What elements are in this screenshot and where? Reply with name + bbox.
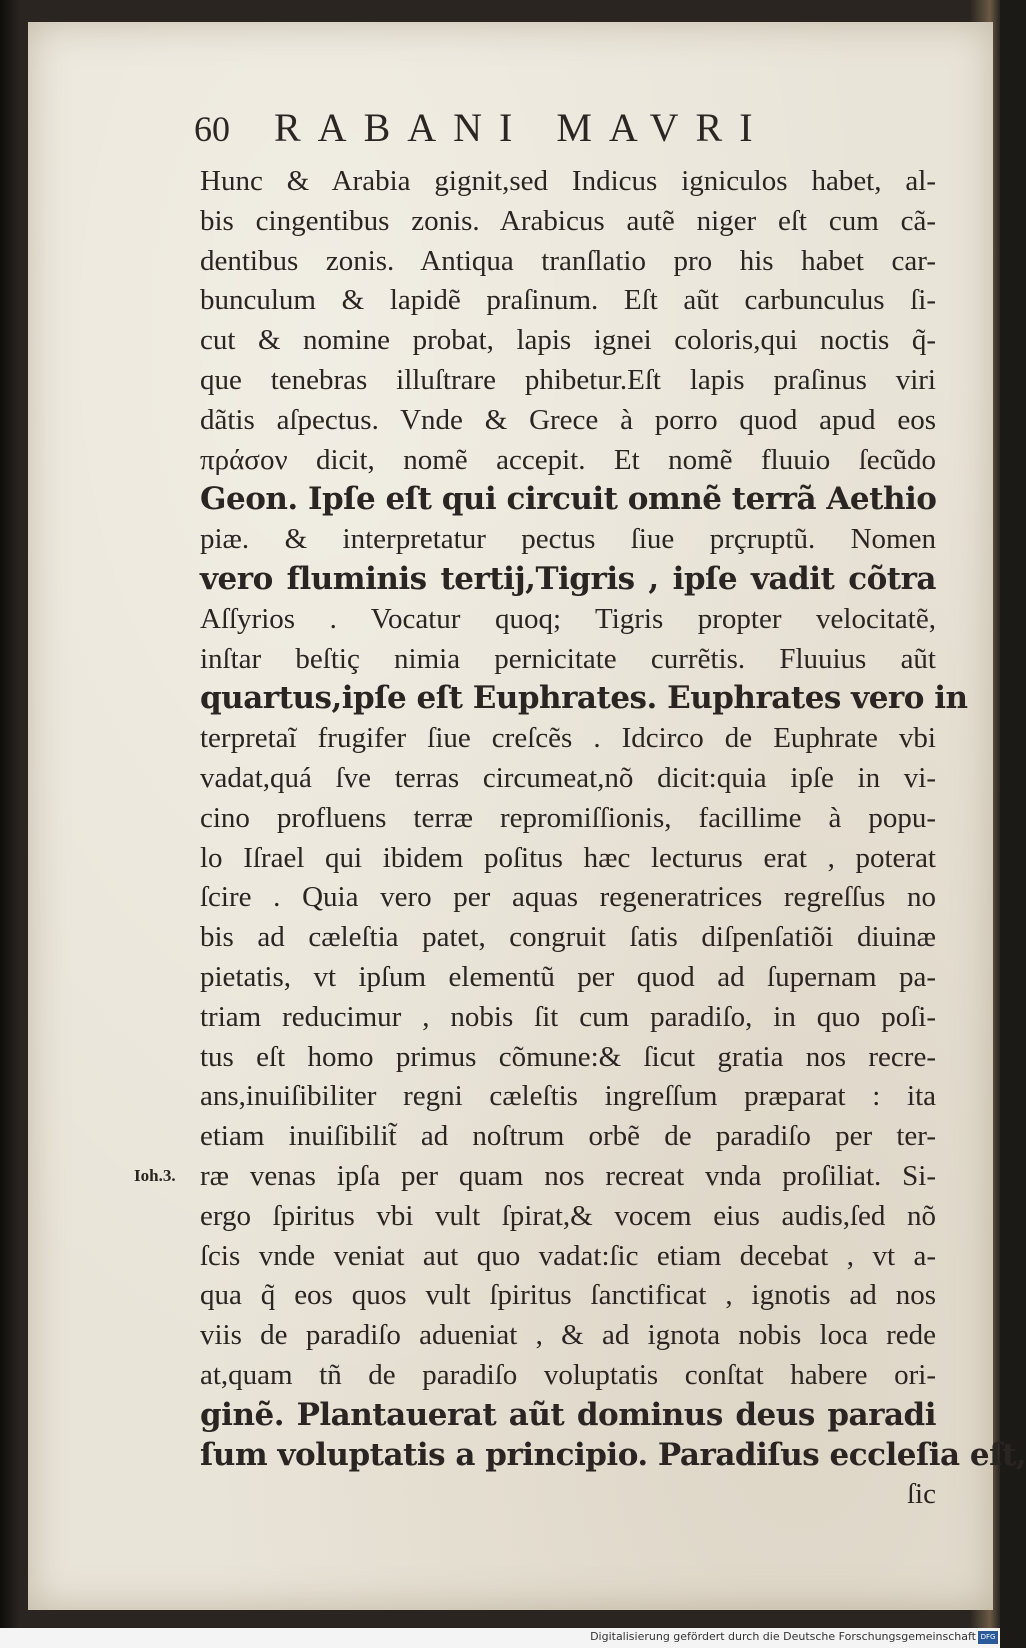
text-line: bis ad cæleſtia patet, congruit ſatis diſpenſatiõi diuinæ bbox=[200, 921, 936, 954]
blackletter-line: Geon. Ipſe eſt qui circuit omnẽ terrã Aethio bbox=[200, 481, 937, 518]
text-line: lo Iſrael qui ibidem poſitus hæc lecturus erat , poterat bbox=[200, 841, 936, 874]
text-line: cut & nomine probat, lapis ignei coloris,qui noctis q̃- bbox=[200, 324, 936, 357]
text-line: piæ. & interpretatur pectus ſiue prçruptũ. Nomen bbox=[200, 523, 936, 556]
text-line: viis de paradiſo adueniat , & ad ignota nobis loca rede bbox=[200, 1319, 936, 1352]
text-line: Aſſyrios . Vocatur quoq; Tigris propter velocitatẽ, bbox=[200, 602, 936, 635]
page-header bbox=[194, 104, 770, 152]
text-line: ſcire . Quia vero per aquas regeneratrices regreſſus no bbox=[200, 881, 936, 914]
text-line: ræ venas ipſa per quam nos recreat vnda proſiliat. Si- bbox=[200, 1159, 936, 1192]
text-line: bis cingentibus zonis. Arabicus autẽ niger eſt cum cã- bbox=[200, 204, 936, 237]
dfg-logo: DFG bbox=[978, 1631, 998, 1644]
text-line: inſtar beſtiç nimia pernicitate currẽtis. Fluuius aũt bbox=[200, 642, 936, 675]
text-line: ans,inuiſibiliter regni cæleſtis ingreſſum præparat : ita bbox=[200, 1080, 936, 1113]
text-line: cino profluens terræ repromiſſionis, facillime à popu- bbox=[200, 801, 936, 834]
body-text bbox=[200, 162, 1026, 1515]
text-line: tus eſt homo primus cõmune:& ſicut gratia nos recre- bbox=[200, 1040, 936, 1073]
text-line: ſcis vnde veniat aut quo vadat:ſic etiam decebat , vt a- bbox=[200, 1239, 936, 1272]
text-line: at,quam tñ de paradiſo voluptatis conſtat habere ori- bbox=[200, 1358, 936, 1391]
text-line: ergo ſpiritus vbi vult ſpirat,& vocem eius audis,ſed nõ bbox=[200, 1199, 936, 1232]
catchword: ſic bbox=[907, 1478, 936, 1511]
text-line: bunculum & lapidẽ praſinum. Eſt aũt carbunculus ſi- bbox=[200, 284, 936, 317]
margin-note: Ioh.3. bbox=[134, 1166, 176, 1185]
text-line: etiam inuiſibilit̃ ad noſtrum orbẽ de paradiſo per ter- bbox=[200, 1120, 936, 1153]
text-line: terpretaĩ frugifer ſiue creſcẽs . Idcirco de Euphrate vbi bbox=[200, 722, 936, 755]
text-line: que tenebras illuſtrare phibetur.Eſt lapis praſinus viri bbox=[200, 363, 936, 396]
text-line: Hunc & Arabia gignit,sed Indicus igniculos habet, al- bbox=[200, 165, 936, 197]
text-line: dãtis aſpectus. Vnde & Grece à porro quod apud eos bbox=[200, 403, 936, 436]
page-number: 60 bbox=[194, 109, 230, 149]
text-line: pietatis, vt ipſum elementũ per quod ad ſupernam pa- bbox=[200, 960, 936, 993]
text-line: πράσον dicit, nomẽ accepit. Et nomẽ fluuio ſecũdo bbox=[200, 443, 936, 476]
blackletter-line: ginẽ. Plantauerat aũt dominus deus paradi bbox=[200, 1396, 936, 1433]
blackletter-line: quartus,ipſe eſt Euphrates. Euphrates vero in bbox=[200, 680, 968, 717]
footer-bar bbox=[0, 1628, 1000, 1648]
text-line: qua q̃ eos quos vult ſpiritus ſanctificat , ignotis ad nos bbox=[200, 1279, 936, 1312]
text-line: triam reducimur , nobis ſit cum paradiſo, in quo poſi- bbox=[200, 1000, 936, 1033]
footer-credit: Digitalisierung gefördert durch die Deutsche Forschungsgemeinschaft bbox=[590, 1630, 976, 1643]
text-line: vadat,quá ſve terras circumeat,nõ dicit:quia ipſe in vi- bbox=[200, 761, 936, 794]
blackletter-line: ſum voluptatis a principio. Paradiſus eccleſia eſt, bbox=[200, 1436, 1026, 1473]
text-line: dentibus zonis. Antiqua tranſlatio pro his habet car- bbox=[200, 244, 936, 277]
running-head: RABANI MAVRI bbox=[274, 105, 770, 150]
blackletter-line: vero fluminis tertij,Tigris , ipſe vadit cõtra bbox=[200, 560, 936, 597]
